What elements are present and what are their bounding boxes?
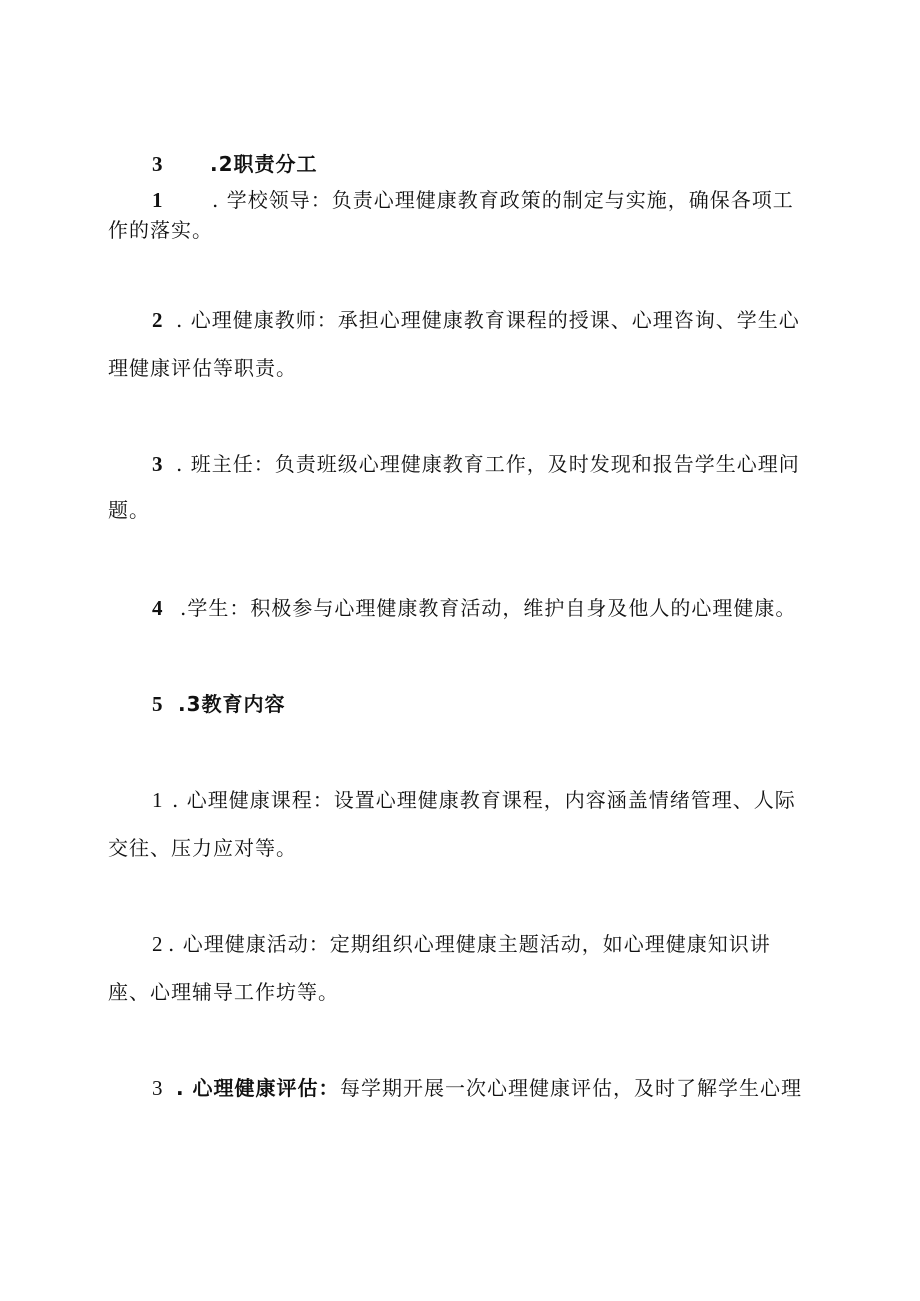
item-text: . 心理健康活动：定期组织心理健康主题活动，如心理健康知识讲	[168, 932, 771, 956]
item-text: 每学期开展一次心理健康评估，及时了解学生心理	[340, 1076, 802, 1100]
section-number: 3	[152, 152, 163, 176]
item-number: 2	[152, 308, 163, 332]
item-number: 4	[152, 596, 163, 620]
item-text: . 学校领导：负责心理健康教育政策的制定与实施，确保各项工	[212, 188, 794, 212]
item-number: 3	[152, 452, 163, 476]
item-text: . 心理健康课程：设置心理健康教育课程，内容涵盖情绪管理、人际	[172, 788, 796, 812]
item-number: 1	[152, 788, 163, 812]
item-text: . 心理健康教师：承担心理健康教育课程的授课、心理咨询、学生心	[176, 308, 800, 332]
item-number: 1	[152, 188, 163, 212]
item-text: . 班主任：负责班级心理健康教育工作，及时发现和报告学生心理问	[176, 452, 800, 476]
item-text-continued: 作的落实。	[108, 218, 213, 242]
section-number: 5	[152, 692, 163, 716]
item-label-bold: . 心理健康评估：	[176, 1076, 340, 1100]
item-number: 2	[152, 932, 163, 956]
item-text: .学生：积极参与心理健康教育活动，维护自身及他人的心理健康。	[180, 596, 797, 620]
item-text-continued: 交往、压力应对等。	[108, 836, 297, 860]
item-number: 3	[152, 1076, 163, 1100]
item-text-continued: 题。	[108, 498, 150, 522]
section-title: .3教育内容	[178, 692, 286, 716]
section-title: .2职责分工	[210, 152, 318, 176]
item-text-continued: 座、心理辅导工作坊等。	[108, 980, 339, 1004]
item-text-continued: 理健康评估等职责。	[108, 356, 297, 380]
